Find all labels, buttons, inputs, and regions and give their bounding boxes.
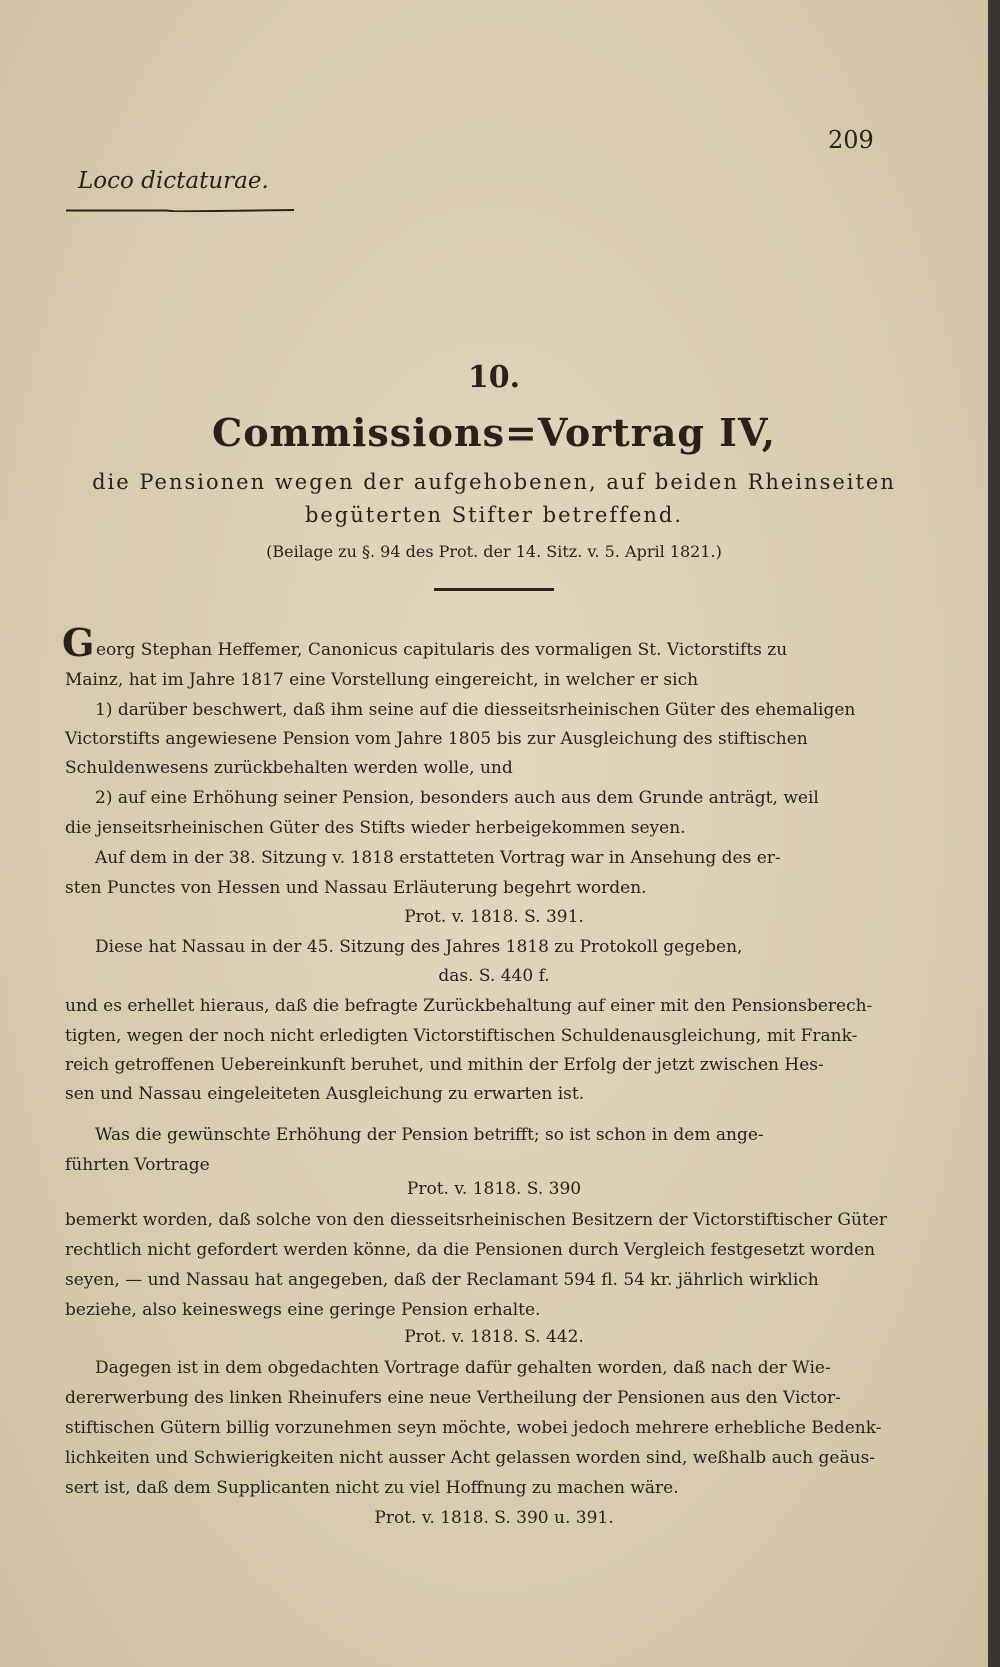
article-note: (Beilage zu §. 94 des Prot. der 14. Sitz. v. 5. April 1821.) — [266, 542, 722, 561]
body-line: Was die gewünschte Erhöhung der Pension betrifft; so ist schon in dem ange- — [95, 1125, 764, 1145]
body-line: Mainz, hat im Jahre 1817 eine Vorstellung eingereicht, in welcher er sich — [65, 670, 699, 690]
citation: Prot. v. 1818. S. 390 — [406, 1179, 582, 1199]
body-line: reich getroffenen Uebereinkunft beruhet, und mithin der Erfolg der jetzt zwischen Hes- — [65, 1055, 824, 1075]
article-subtitle-2: begüterten Stifter betreffend. — [304, 503, 684, 527]
body-line: Auf dem in der 38. Sitzung v. 1818 erstatteten Vortrag war in Ansehung des er- — [95, 848, 781, 868]
body-line: 1) darüber beschwert, daß ihm seine auf die diesseitsrheinischen Güter des ehemaligen — [95, 700, 856, 720]
body-line: führten Vortrage — [65, 1155, 210, 1175]
drop-initial: G — [62, 620, 95, 665]
body-line: und es erhellet hieraus, daß die befragte Zurückbehaltung auf einer mit den Pensionsberech- — [65, 996, 873, 1016]
body-line: eorg Stephan Heffemer, Canonicus capitularis des vormaligen St. Victorstifts zu — [96, 640, 788, 660]
body-line: dererwerbung des linken Rheinufers eine neue Vertheilung der Pensionen aus den Victor- — [65, 1388, 841, 1408]
article-subtitle-1: die Pensionen wegen der aufgehobenen, auf beiden Rheinseiten — [92, 470, 896, 494]
body-line: Diese hat Nassau in der 45. Sitzung des Jahres 1818 zu Protokoll gegeben, — [95, 937, 743, 957]
body-line: Dagegen ist in dem obgedachten Vortrage dafür gehalten worden, daß nach der Wie- — [95, 1358, 831, 1378]
body-line: beziehe, also keineswegs eine geringe Pension erhalte. — [65, 1300, 541, 1320]
body-line: stiftischen Gütern billig vorzunehmen seyn möchte, wobei jedoch mehrere erhebliche Bedenk- — [65, 1418, 882, 1438]
page-number: 209 — [828, 126, 874, 154]
body-line: lichkeiten und Schwierigkeiten nicht ausser Acht gelassen worden sind, weßhalb auch geäus- — [65, 1448, 876, 1468]
body-line: rechtlich nicht gefordert werden könne, da die Pensionen durch Vergleich festgesetzt worden — [65, 1240, 876, 1260]
article-number: 10. — [467, 360, 521, 395]
body-line: tigten, wegen der noch nicht erledigten Victorstiftischen Schuldenausgleichung, mit Frank- — [65, 1026, 858, 1046]
body-line: Schuldenwesens zurückbehalten werden wolle, und — [65, 758, 513, 778]
body-line: seyen, — und Nassau hat angegeben, daß der Reclamant 594 fl. 54 kr. jährlich wirklich — [65, 1270, 819, 1290]
body-line: 2) auf eine Erhöhung seiner Pension, besonders auch aus dem Grunde anträgt, weil — [95, 788, 819, 808]
body-line: sten Punctes von Hessen und Nassau Erläuterung begehrt worden. — [65, 878, 647, 898]
article-title: Commissions=Vortrag IV, — [211, 410, 777, 455]
body-line: die jenseitsrheinischen Güter des Stifts wieder herbeigekommen seyen. — [65, 818, 686, 838]
citation: das. S. 440 f. — [438, 966, 550, 986]
margin-note: Loco dictaturae. — [78, 168, 269, 194]
body-line: sert ist, daß dem Supplicanten nicht zu viel Hoffnung zu machen wäre. — [65, 1478, 679, 1498]
title-divider — [434, 588, 554, 591]
citation: Prot. v. 1818. S. 391. — [404, 907, 584, 927]
body-line: bemerkt worden, daß solche von den diesseitsrheinischen Besitzern der Victorstiftischer Güter — [65, 1210, 887, 1230]
citation: Prot. v. 1818. S. 442. — [404, 1327, 584, 1347]
body-line: sen und Nassau eingeleiteten Ausgleichung zu erwarten ist. — [65, 1084, 585, 1104]
body-line: Victorstifts angewiesene Pension vom Jahre 1805 bis zur Ausgleichung des stiftischen — [65, 729, 808, 749]
citation: Prot. v. 1818. S. 390 u. 391. — [374, 1508, 614, 1528]
margin-flourish — [66, 209, 294, 212]
